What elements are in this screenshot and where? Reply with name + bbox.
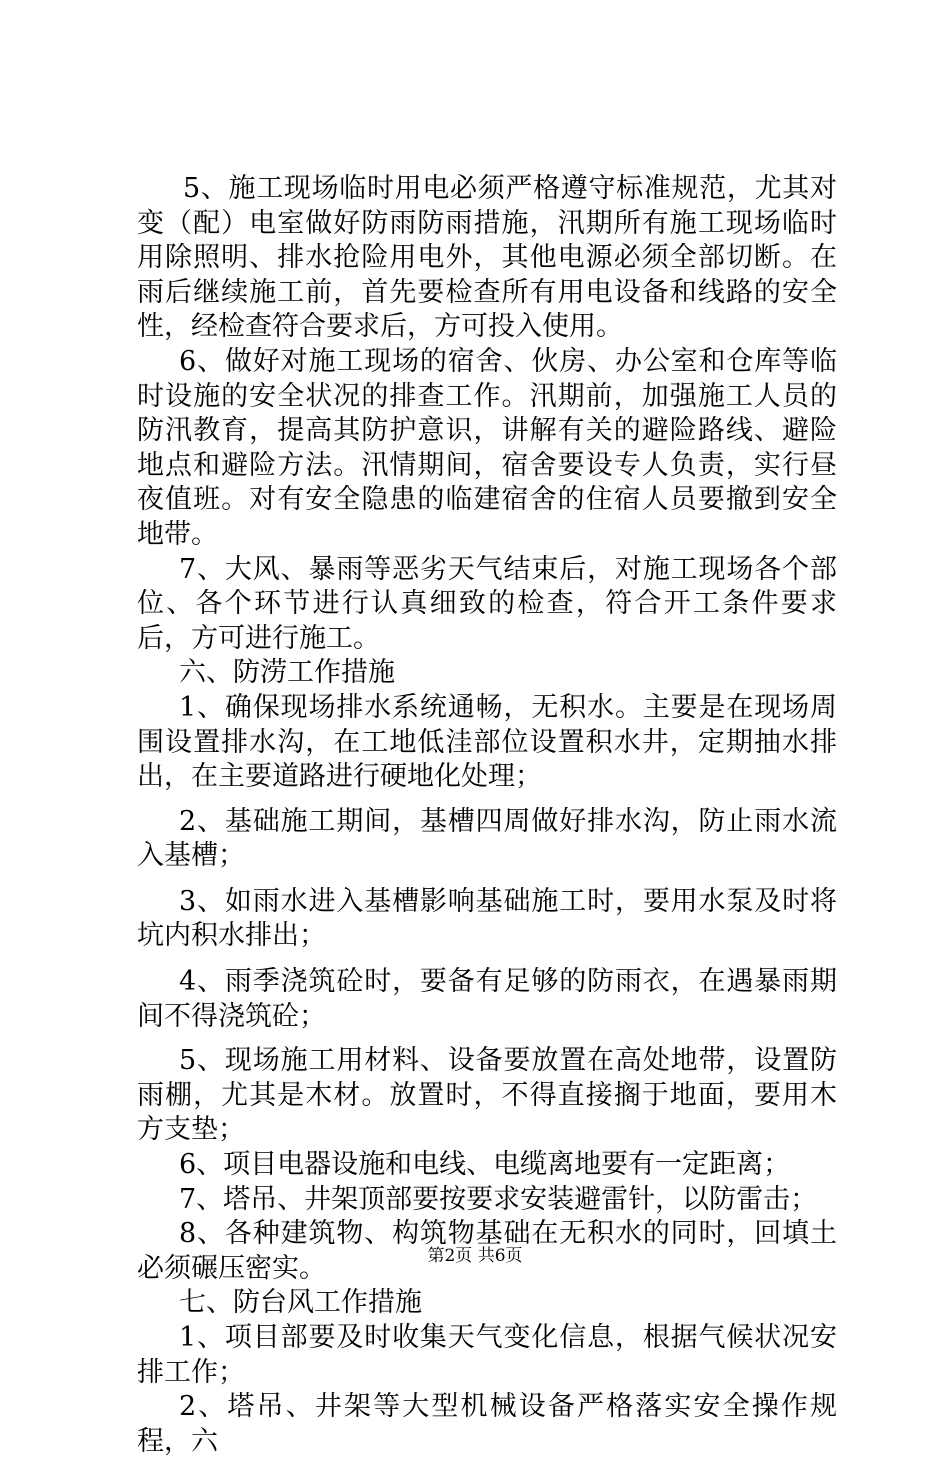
paragraph-item-5-electricity: 5、施工现场临时用电必须严格遵守标准规范，尤其对变（配）电室做好防雨防雨措施，汛期所有施工现场临时用除照明、排水抢险用电外，其他电源必须全部切断。在雨后继续施工前，首先要检查所有用电设备和线路的安全性，经检查符合要求后，方可投入使用。 <box>137 173 837 343</box>
paragraph-drainage-system: 1、确保现场排水系统通畅，无积水。主要是在现场周围设置排水沟，在工地低洼部位设置积水井，定期抽水排出，在主要道路进行硬地化处理； <box>137 691 837 793</box>
paragraph-item-7-post-storm-check: 7、大风、暴雨等恶劣天气结束后，对施工现场各个部位、各个环节进行认真细致的检查，符合开工条件要求后，方可进行施工。 <box>137 553 837 654</box>
section-heading-flood-prevention: 六、防涝工作措施 <box>179 657 395 689</box>
page-number-footer: 第2页 共6页 <box>427 1246 523 1266</box>
section-heading-typhoon-prevention: 七、防台风工作措施 <box>179 1287 422 1319</box>
paragraph-water-pump: 3、如雨水进入基槽影响基础施工时，要用水泵及时将坑内积水排出； <box>137 885 837 952</box>
paragraph-foundation-trench: 2、基础施工期间，基槽四周做好排水沟，防止雨水流入基槽； <box>137 805 837 872</box>
paragraph-lightning-rod: 7、塔吊、井架顶部要按要求安装避雷针，以防雷击； <box>179 1183 818 1215</box>
paragraph-item-6-facility-check: 6、做好对施工现场的宿舍、伙房、办公室和仓库等临时设施的安全状况的排查工作。汛期前，加强施工人员的防汛教育，提高其防护意识，讲解有关的避险路线、避险地点和避险方法。汛情期间，宿舍要设专人负责，实行昼夜值班。对有安全隐患的临建宿舍的住宿人员要撤到安全地带。 <box>137 345 837 550</box>
paragraph-weather-info: 1、项目部要及时收集天气变化信息，根据气候状况安排工作； <box>137 1322 837 1388</box>
paragraph-material-storage: 5、现场施工用材料、设备要放置在高处地带，设置防雨棚，尤其是木材。放置时，不得直接搁于地面，要用木方支垫； <box>137 1045 837 1146</box>
paragraph-electrical-clearance: 6、项目电器设施和电线、电缆离地要有一定距离； <box>179 1149 791 1181</box>
paragraph-backfill-compaction: 8、各种建筑物、构筑物基础在无积水的同时，回填土必须碾压密实。 <box>137 1218 837 1284</box>
paragraph-rainy-concrete: 4、雨季浇筑砼时，要备有足够的防雨衣，在遇暴雨期间不得浇筑砼； <box>137 966 837 1032</box>
paragraph-crane-safety: 2、塔吊、井架等大型机械设备严格落实安全操作规程，六 <box>137 1391 837 1457</box>
